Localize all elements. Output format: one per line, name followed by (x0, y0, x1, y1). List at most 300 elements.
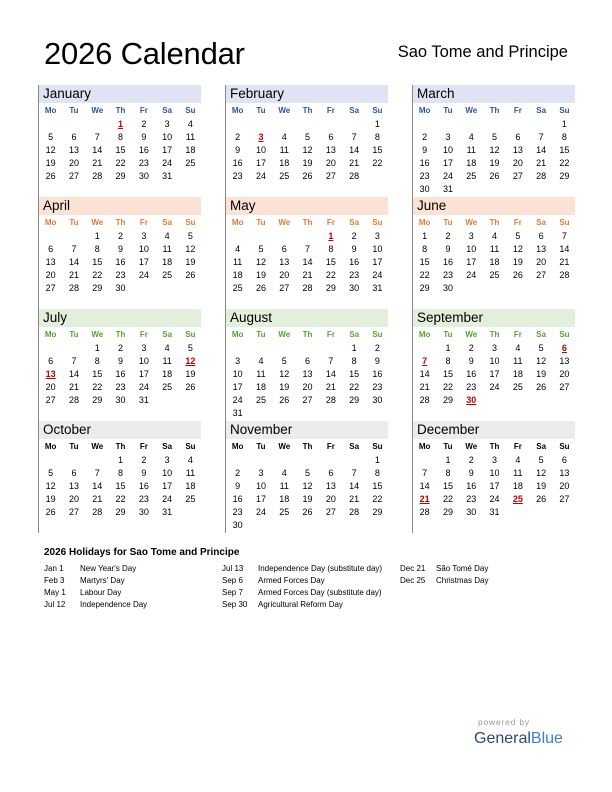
weekday-header (39, 440, 201, 454)
day-cell: 14 (559, 244, 570, 254)
day-cell: 16 (138, 481, 149, 491)
day-cell: 24 (372, 270, 383, 280)
day-cell: 15 (372, 481, 383, 491)
weekday-label: Sa (162, 106, 173, 115)
day-cell: 31 (162, 507, 173, 517)
day-cell: 18 (512, 481, 523, 491)
day-cell: 1 (94, 231, 100, 241)
country-name: Sao Tome and Principe (397, 43, 568, 61)
day-cell: 30 (442, 283, 453, 293)
day-cell: 3 (374, 231, 380, 241)
day-cell: 25 (279, 171, 290, 181)
day-cell: 3 (445, 132, 451, 142)
weekday-label: Tu (256, 442, 266, 451)
month-name: November (226, 421, 388, 439)
day-cell: 11 (279, 481, 289, 491)
day-cell: 10 (442, 145, 453, 155)
holiday-item (400, 575, 570, 587)
day-cell: 6 (48, 356, 54, 366)
day-grid (413, 230, 575, 295)
holiday-date: May 1 (44, 588, 66, 597)
day-cell: 21 (559, 257, 570, 267)
day-cell: 19 (45, 158, 56, 168)
day-cell: 8 (94, 244, 100, 254)
day-cell: 25 (279, 507, 290, 517)
day-cell: 20 (279, 270, 290, 280)
day-cell: 13 (302, 369, 313, 379)
holiday-item (222, 563, 392, 575)
day-cell: 2 (118, 343, 124, 353)
day-cell: 5 (305, 132, 311, 142)
day-cell: 21 (325, 382, 336, 392)
weekday-label: Sa (349, 442, 360, 451)
day-grid (39, 342, 201, 407)
weekday-label: Fr (326, 330, 335, 339)
generalblue-logo (474, 730, 563, 748)
day-cell: 10 (138, 356, 149, 366)
holiday-name: Christmas Day (436, 576, 489, 585)
day-cell-empty (413, 118, 436, 131)
day-cell: 11 (466, 145, 476, 155)
weekday-label: Th (489, 330, 500, 339)
day-cell: 1 (561, 119, 567, 129)
brand-part-general: General (474, 730, 531, 747)
day-cell: 17 (162, 481, 173, 491)
day-cell: 7 (351, 468, 357, 478)
day-cell: 14 (68, 257, 79, 267)
holiday-date: Dec 25 (400, 576, 426, 585)
day-cell: 12 (45, 145, 56, 155)
day-cell-empty (342, 118, 365, 131)
day-cell: 19 (512, 257, 523, 267)
day-cell: 1 (374, 119, 380, 129)
weekday-label: Sa (536, 330, 547, 339)
day-cell: 14 (349, 481, 360, 491)
day-cell: 4 (281, 132, 287, 142)
day-cell: 8 (422, 244, 428, 254)
day-cell: 29 (442, 395, 453, 405)
holiday-day-cell: 3 (258, 132, 264, 142)
day-cell: 21 (92, 494, 103, 504)
day-cell: 11 (513, 468, 523, 478)
day-cell: 5 (187, 343, 193, 353)
day-cell: 30 (349, 283, 360, 293)
weekday-label: Sa (536, 106, 547, 115)
day-cell: 29 (349, 395, 360, 405)
weekday-label: Th (115, 330, 126, 339)
weekday-header (413, 440, 575, 454)
holiday-column-1 (44, 563, 214, 611)
day-cell: 4 (515, 455, 521, 465)
month-name: July (39, 309, 201, 327)
day-cell: 26 (536, 382, 547, 392)
day-cell: 8 (561, 132, 567, 142)
weekday-label: We (91, 442, 104, 451)
day-cell: 5 (258, 244, 264, 254)
day-cell: 2 (445, 231, 451, 241)
day-cell: 7 (351, 132, 357, 142)
day-cell: 18 (279, 158, 290, 168)
day-cell: 27 (45, 283, 56, 293)
month-name: October (39, 421, 201, 439)
day-cell: 9 (468, 468, 474, 478)
day-cell-empty (436, 118, 459, 131)
weekday-header (226, 440, 388, 454)
day-cell: 29 (442, 507, 453, 517)
day-cell: 7 (561, 231, 567, 241)
day-cell: 6 (71, 468, 77, 478)
day-cell-empty (62, 118, 85, 131)
day-cell: 22 (372, 494, 383, 504)
day-cell: 28 (302, 283, 313, 293)
day-cell-empty (413, 342, 436, 355)
day-cell: 17 (255, 494, 266, 504)
day-cell: 15 (372, 145, 383, 155)
month-name: May (226, 197, 388, 215)
day-cell: 4 (515, 343, 521, 353)
day-cell: 14 (349, 145, 360, 155)
weekday-label: Tu (256, 330, 266, 339)
day-cell: 2 (351, 231, 357, 241)
day-cell-empty (319, 118, 342, 131)
weekday-label: Fr (513, 330, 522, 339)
day-cell: 29 (372, 507, 383, 517)
day-cell: 18 (489, 257, 500, 267)
day-cell: 30 (115, 283, 126, 293)
day-cell-empty (413, 454, 436, 467)
day-cell: 18 (232, 270, 243, 280)
month-january (38, 85, 201, 197)
weekday-label: Mo (418, 330, 431, 339)
weekday-label: Mo (418, 442, 431, 451)
day-cell: 2 (235, 132, 241, 142)
holiday-day-cell: 30 (466, 395, 477, 405)
day-cell: 15 (442, 481, 453, 491)
weekday-label: Th (302, 106, 313, 115)
weekday-label: Tu (443, 442, 453, 451)
day-cell: 24 (138, 382, 149, 392)
day-cell: 9 (141, 132, 147, 142)
day-cell: 17 (232, 382, 243, 392)
day-cell: 13 (68, 481, 79, 491)
day-cell: 24 (162, 158, 173, 168)
day-grid (413, 342, 575, 407)
weekday-label: We (278, 106, 291, 115)
day-cell: 13 (68, 145, 79, 155)
day-cell: 5 (48, 132, 54, 142)
weekday-header (226, 104, 388, 118)
day-cell: 10 (255, 145, 266, 155)
day-cell: 26 (185, 270, 196, 280)
quarter-row-4 (38, 421, 575, 533)
month-december (412, 421, 575, 533)
day-cell: 7 (94, 132, 100, 142)
day-cell-empty (226, 454, 249, 467)
day-cell: 10 (138, 244, 149, 254)
day-cell: 3 (492, 455, 498, 465)
weekday-label: Sa (349, 218, 360, 227)
day-cell: 11 (256, 369, 266, 379)
weekday-label: We (278, 442, 291, 451)
day-cell: 11 (162, 356, 172, 366)
holiday-item (44, 599, 214, 611)
weekday-label: Fr (513, 442, 522, 451)
day-cell: 16 (419, 158, 430, 168)
holiday-day-cell: 13 (45, 369, 56, 379)
day-cell: 26 (185, 382, 196, 392)
day-cell: 5 (538, 343, 544, 353)
day-cell: 20 (68, 494, 79, 504)
day-cell: 20 (325, 158, 336, 168)
day-cell: 11 (513, 356, 523, 366)
day-cell: 25 (466, 171, 477, 181)
holiday-date: Sep 30 (222, 600, 248, 609)
day-cell: 10 (232, 369, 243, 379)
day-cell: 31 (372, 283, 383, 293)
day-cell-empty (249, 118, 272, 131)
day-cell: 24 (466, 270, 477, 280)
day-cell: 7 (538, 132, 544, 142)
day-cell: 25 (489, 270, 500, 280)
day-cell: 3 (235, 356, 241, 366)
day-cell: 12 (536, 468, 547, 478)
day-cell: 26 (489, 171, 500, 181)
month-name: September (413, 309, 575, 327)
day-cell: 1 (118, 455, 124, 465)
day-cell: 11 (185, 468, 196, 478)
day-cell: 22 (559, 158, 570, 168)
day-cell: 4 (468, 132, 474, 142)
weekday-label: Mo (231, 218, 244, 227)
day-cell: 27 (536, 270, 547, 280)
holiday-name: Independence Day (80, 600, 148, 609)
day-cell: 10 (489, 356, 500, 366)
day-cell: 2 (422, 132, 428, 142)
day-cell: 4 (281, 468, 287, 478)
holiday-name: Agricultural Reform Day (258, 600, 343, 609)
day-cell: 18 (512, 369, 523, 379)
month-june (412, 197, 575, 309)
day-cell: 23 (466, 494, 477, 504)
day-cell-empty (506, 118, 529, 131)
day-grid (413, 454, 575, 519)
day-cell: 6 (305, 356, 311, 366)
weekday-label: Fr (326, 218, 335, 227)
day-cell: 24 (255, 507, 266, 517)
day-cell: 11 (162, 244, 172, 254)
day-cell: 25 (185, 494, 196, 504)
day-cell: 13 (559, 356, 570, 366)
day-cell: 15 (92, 257, 103, 267)
day-cell: 6 (538, 231, 544, 241)
month-october (38, 421, 201, 533)
day-cell: 19 (302, 158, 313, 168)
holiday-day-cell: 7 (422, 356, 428, 366)
weekday-label: Sa (162, 442, 173, 451)
holiday-item (44, 575, 214, 587)
day-cell: 4 (492, 231, 498, 241)
weekday-label: Su (559, 442, 570, 451)
weekday-header (39, 328, 201, 342)
holiday-day-cell: 21 (419, 494, 430, 504)
day-cell: 12 (512, 244, 523, 254)
weekday-label: Mo (44, 106, 57, 115)
day-cell: 6 (328, 468, 334, 478)
day-cell: 31 (489, 507, 500, 517)
weekday-label: Fr (513, 106, 522, 115)
weekday-label: Su (559, 218, 570, 227)
holiday-item (222, 587, 392, 599)
day-cell-empty (39, 118, 62, 131)
day-cell: 30 (419, 184, 430, 194)
day-cell: 31 (162, 171, 173, 181)
holiday-date: Jan 1 (44, 564, 64, 573)
day-cell: 7 (94, 468, 100, 478)
day-cell: 9 (141, 468, 147, 478)
day-cell: 17 (466, 257, 477, 267)
day-cell: 25 (255, 395, 266, 405)
day-cell: 6 (71, 132, 77, 142)
day-cell-empty (296, 118, 319, 131)
weekday-label: Th (115, 106, 126, 115)
day-cell: 26 (279, 395, 290, 405)
day-cell: 16 (349, 257, 360, 267)
day-cell: 16 (442, 257, 453, 267)
quarter-row-1 (38, 85, 575, 197)
day-cell: 29 (92, 395, 103, 405)
day-cell: 27 (559, 382, 570, 392)
day-cell: 24 (255, 171, 266, 181)
day-grid (413, 118, 575, 196)
day-cell: 6 (561, 455, 567, 465)
weekday-label: We (91, 218, 104, 227)
day-cell: 28 (92, 171, 103, 181)
day-cell: 23 (419, 171, 430, 181)
day-cell: 30 (466, 507, 477, 517)
day-cell: 23 (349, 270, 360, 280)
day-cell: 21 (349, 158, 360, 168)
weekday-label: Fr (139, 218, 148, 227)
quarter-row-2 (38, 197, 575, 309)
holiday-column-3 (400, 563, 570, 587)
day-cell: 20 (302, 382, 313, 392)
holiday-name: Labour Day (80, 588, 122, 597)
day-cell: 9 (118, 356, 124, 366)
day-cell: 4 (187, 455, 193, 465)
day-cell: 21 (92, 158, 103, 168)
day-cell: 3 (492, 343, 498, 353)
day-cell: 17 (442, 158, 453, 168)
holiday-name: Armed Forces Day (258, 576, 325, 585)
weekday-label: Su (372, 442, 383, 451)
day-cell: 29 (115, 507, 126, 517)
brand-part-blue: Blue (530, 730, 563, 747)
weekday-label: Sa (536, 442, 547, 451)
day-cell-empty (319, 454, 342, 467)
day-cell-empty (39, 230, 62, 243)
day-cell: 10 (162, 468, 173, 478)
day-cell: 1 (445, 455, 451, 465)
day-cell: 21 (68, 382, 79, 392)
day-cell: 23 (115, 270, 126, 280)
day-cell: 14 (68, 369, 79, 379)
day-cell: 8 (374, 132, 380, 142)
day-cell: 20 (45, 382, 56, 392)
day-cell: 20 (536, 257, 547, 267)
day-cell: 19 (255, 270, 266, 280)
month-name: February (226, 85, 388, 103)
day-cell: 19 (536, 481, 547, 491)
day-cell: 17 (162, 145, 173, 155)
day-cell: 22 (419, 270, 430, 280)
day-cell: 24 (138, 270, 149, 280)
day-cell: 12 (536, 356, 547, 366)
day-cell-empty (249, 454, 272, 467)
day-cell: 17 (372, 257, 383, 267)
weekday-label: Mo (44, 442, 57, 451)
day-cell: 9 (374, 356, 380, 366)
day-cell: 28 (349, 171, 360, 181)
day-cell-empty (86, 454, 109, 467)
day-cell: 4 (235, 244, 241, 254)
day-cell: 18 (185, 481, 196, 491)
day-cell: 23 (442, 270, 453, 280)
day-cell: 5 (305, 468, 311, 478)
day-cell: 5 (187, 231, 193, 241)
day-cell: 28 (536, 171, 547, 181)
holiday-day-cell: 6 (561, 343, 567, 353)
day-cell: 30 (232, 520, 243, 530)
day-cell: 15 (92, 369, 103, 379)
day-cell: 3 (164, 455, 170, 465)
day-cell: 4 (187, 119, 193, 129)
day-cell-empty (483, 118, 506, 131)
day-cell-empty (226, 230, 249, 243)
day-cell: 7 (71, 356, 77, 366)
day-cell: 23 (232, 507, 243, 517)
day-cell-empty (226, 118, 249, 131)
month-november (225, 421, 388, 533)
day-cell: 29 (115, 171, 126, 181)
day-cell: 6 (515, 132, 521, 142)
day-cell: 16 (115, 369, 126, 379)
day-cell: 5 (281, 356, 287, 366)
day-cell-empty (273, 454, 296, 467)
day-cell: 20 (325, 494, 336, 504)
day-cell: 26 (45, 171, 56, 181)
holiday-item (400, 563, 570, 575)
day-grid (39, 230, 201, 295)
day-cell: 9 (235, 481, 241, 491)
weekday-label: Fr (139, 106, 148, 115)
day-cell: 18 (466, 158, 477, 168)
day-cell: 27 (325, 171, 336, 181)
day-cell: 13 (279, 257, 290, 267)
day-cell: 28 (325, 395, 336, 405)
day-cell: 4 (164, 231, 170, 241)
powered-by-text: powered by (478, 717, 530, 727)
day-cell-empty (273, 230, 296, 243)
day-cell-empty (529, 118, 552, 131)
day-cell: 2 (235, 468, 241, 478)
month-may (225, 197, 388, 309)
weekday-label: Fr (139, 330, 148, 339)
day-cell: 21 (302, 270, 313, 280)
day-grid (226, 342, 388, 420)
day-cell: 18 (162, 369, 173, 379)
day-cell: 27 (68, 171, 79, 181)
day-cell: 27 (68, 507, 79, 517)
